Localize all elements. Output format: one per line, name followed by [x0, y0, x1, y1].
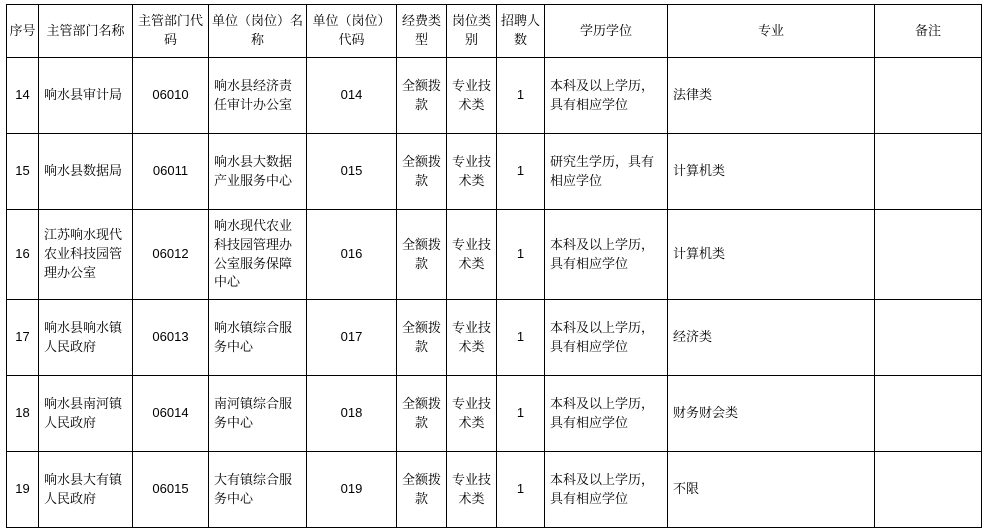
- cell-dept-code: 06010: [133, 58, 209, 134]
- column-header-education: 学历学位: [545, 5, 668, 58]
- cell-dept-name: 响水县南河镇人民政府: [39, 376, 133, 452]
- cell-dept-code: 06013: [133, 300, 209, 376]
- cell-fund-type: 全额拨款: [397, 58, 447, 134]
- column-header-major: 专业: [668, 5, 875, 58]
- table-row: [7, 134, 982, 210]
- cell-unit-name: 大有镇综合服务中心: [209, 452, 307, 528]
- cell-remark: [875, 58, 982, 134]
- cell-hire-count: 1: [497, 210, 545, 300]
- cell-remark: [875, 376, 982, 452]
- cell-seq: 19: [7, 452, 39, 528]
- cell-post-type: 专业技术类: [447, 452, 497, 528]
- table-row: [7, 376, 982, 452]
- cell-major: 经济类: [668, 300, 875, 376]
- cell-seq: 15: [7, 134, 39, 210]
- cell-hire-count: 1: [497, 300, 545, 376]
- cell-unit-name: 响水县经济责任审计办公室: [209, 58, 307, 134]
- column-header-dept-code: 主管部门代码: [133, 5, 209, 58]
- cell-hire-count: 1: [497, 452, 545, 528]
- cell-unit-code: 014: [307, 58, 397, 134]
- cell-unit-name: 响水现代农业科技园管理办公室服务保障中心: [209, 210, 307, 300]
- recruitment-table: [6, 4, 982, 528]
- cell-hire-count: 1: [497, 58, 545, 134]
- cell-fund-type: 全额拨款: [397, 134, 447, 210]
- cell-fund-type: 全额拨款: [397, 452, 447, 528]
- cell-education: 本科及以上学历，具有相应学位: [545, 58, 668, 134]
- cell-seq: 14: [7, 58, 39, 134]
- cell-major: 计算机类: [668, 134, 875, 210]
- cell-seq: 16: [7, 210, 39, 300]
- cell-dept-name: 响水县大有镇人民政府: [39, 452, 133, 528]
- cell-unit-name: 南河镇综合服务中心: [209, 376, 307, 452]
- cell-fund-type: 全额拨款: [397, 210, 447, 300]
- cell-dept-name: 响水县响水镇人民政府: [39, 300, 133, 376]
- cell-remark: [875, 134, 982, 210]
- cell-dept-name: 响水县审计局: [39, 58, 133, 134]
- cell-education: 本科及以上学历，具有相应学位: [545, 210, 668, 300]
- column-header-remark: 备注: [875, 5, 982, 58]
- cell-major: 计算机类: [668, 210, 875, 300]
- table-row: [7, 58, 982, 134]
- cell-seq: 18: [7, 376, 39, 452]
- table-row: [7, 210, 982, 300]
- table-header-row: [7, 5, 982, 58]
- cell-dept-name: 响水县数据局: [39, 134, 133, 210]
- table-header: [7, 5, 982, 58]
- cell-unit-code: 019: [307, 452, 397, 528]
- cell-education: 本科及以上学历，具有相应学位: [545, 300, 668, 376]
- column-header-dept-name: 主管部门名称: [39, 5, 133, 58]
- column-header-hire-count: 招聘人数: [497, 5, 545, 58]
- cell-dept-code: 06014: [133, 376, 209, 452]
- column-header-seq: 序号: [7, 5, 39, 58]
- cell-major: 财务财会类: [668, 376, 875, 452]
- cell-post-type: 专业技术类: [447, 58, 497, 134]
- cell-dept-code: 06015: [133, 452, 209, 528]
- cell-dept-code: 06012: [133, 210, 209, 300]
- cell-hire-count: 1: [497, 376, 545, 452]
- cell-post-type: 专业技术类: [447, 210, 497, 300]
- cell-unit-code: 017: [307, 300, 397, 376]
- cell-major: 法律类: [668, 58, 875, 134]
- cell-education: 研究生学历，具有相应学位: [545, 134, 668, 210]
- cell-remark: [875, 210, 982, 300]
- table-row: [7, 452, 982, 528]
- column-header-fund-type: 经费类型: [397, 5, 447, 58]
- cell-post-type: 专业技术类: [447, 300, 497, 376]
- cell-seq: 17: [7, 300, 39, 376]
- cell-remark: [875, 300, 982, 376]
- cell-dept-code: 06011: [133, 134, 209, 210]
- table-body: [7, 58, 982, 528]
- cell-dept-name: 江苏响水现代农业科技园管理办公室: [39, 210, 133, 300]
- column-header-post-type: 岗位类别: [447, 5, 497, 58]
- cell-unit-name: 响水县大数据产业服务中心: [209, 134, 307, 210]
- cell-unit-name: 响水镇综合服务中心: [209, 300, 307, 376]
- cell-post-type: 专业技术类: [447, 376, 497, 452]
- cell-major: 不限: [668, 452, 875, 528]
- cell-fund-type: 全额拨款: [397, 300, 447, 376]
- column-header-unit-code: 单位（岗位）代码: [307, 5, 397, 58]
- cell-education: 本科及以上学历，具有相应学位: [545, 452, 668, 528]
- cell-hire-count: 1: [497, 134, 545, 210]
- cell-fund-type: 全额拨款: [397, 376, 447, 452]
- table-row: [7, 300, 982, 376]
- column-header-unit-name: 单位（岗位）名称: [209, 5, 307, 58]
- cell-unit-code: 015: [307, 134, 397, 210]
- cell-remark: [875, 452, 982, 528]
- cell-post-type: 专业技术类: [447, 134, 497, 210]
- cell-education: 本科及以上学历，具有相应学位: [545, 376, 668, 452]
- cell-unit-code: 018: [307, 376, 397, 452]
- cell-unit-code: 016: [307, 210, 397, 300]
